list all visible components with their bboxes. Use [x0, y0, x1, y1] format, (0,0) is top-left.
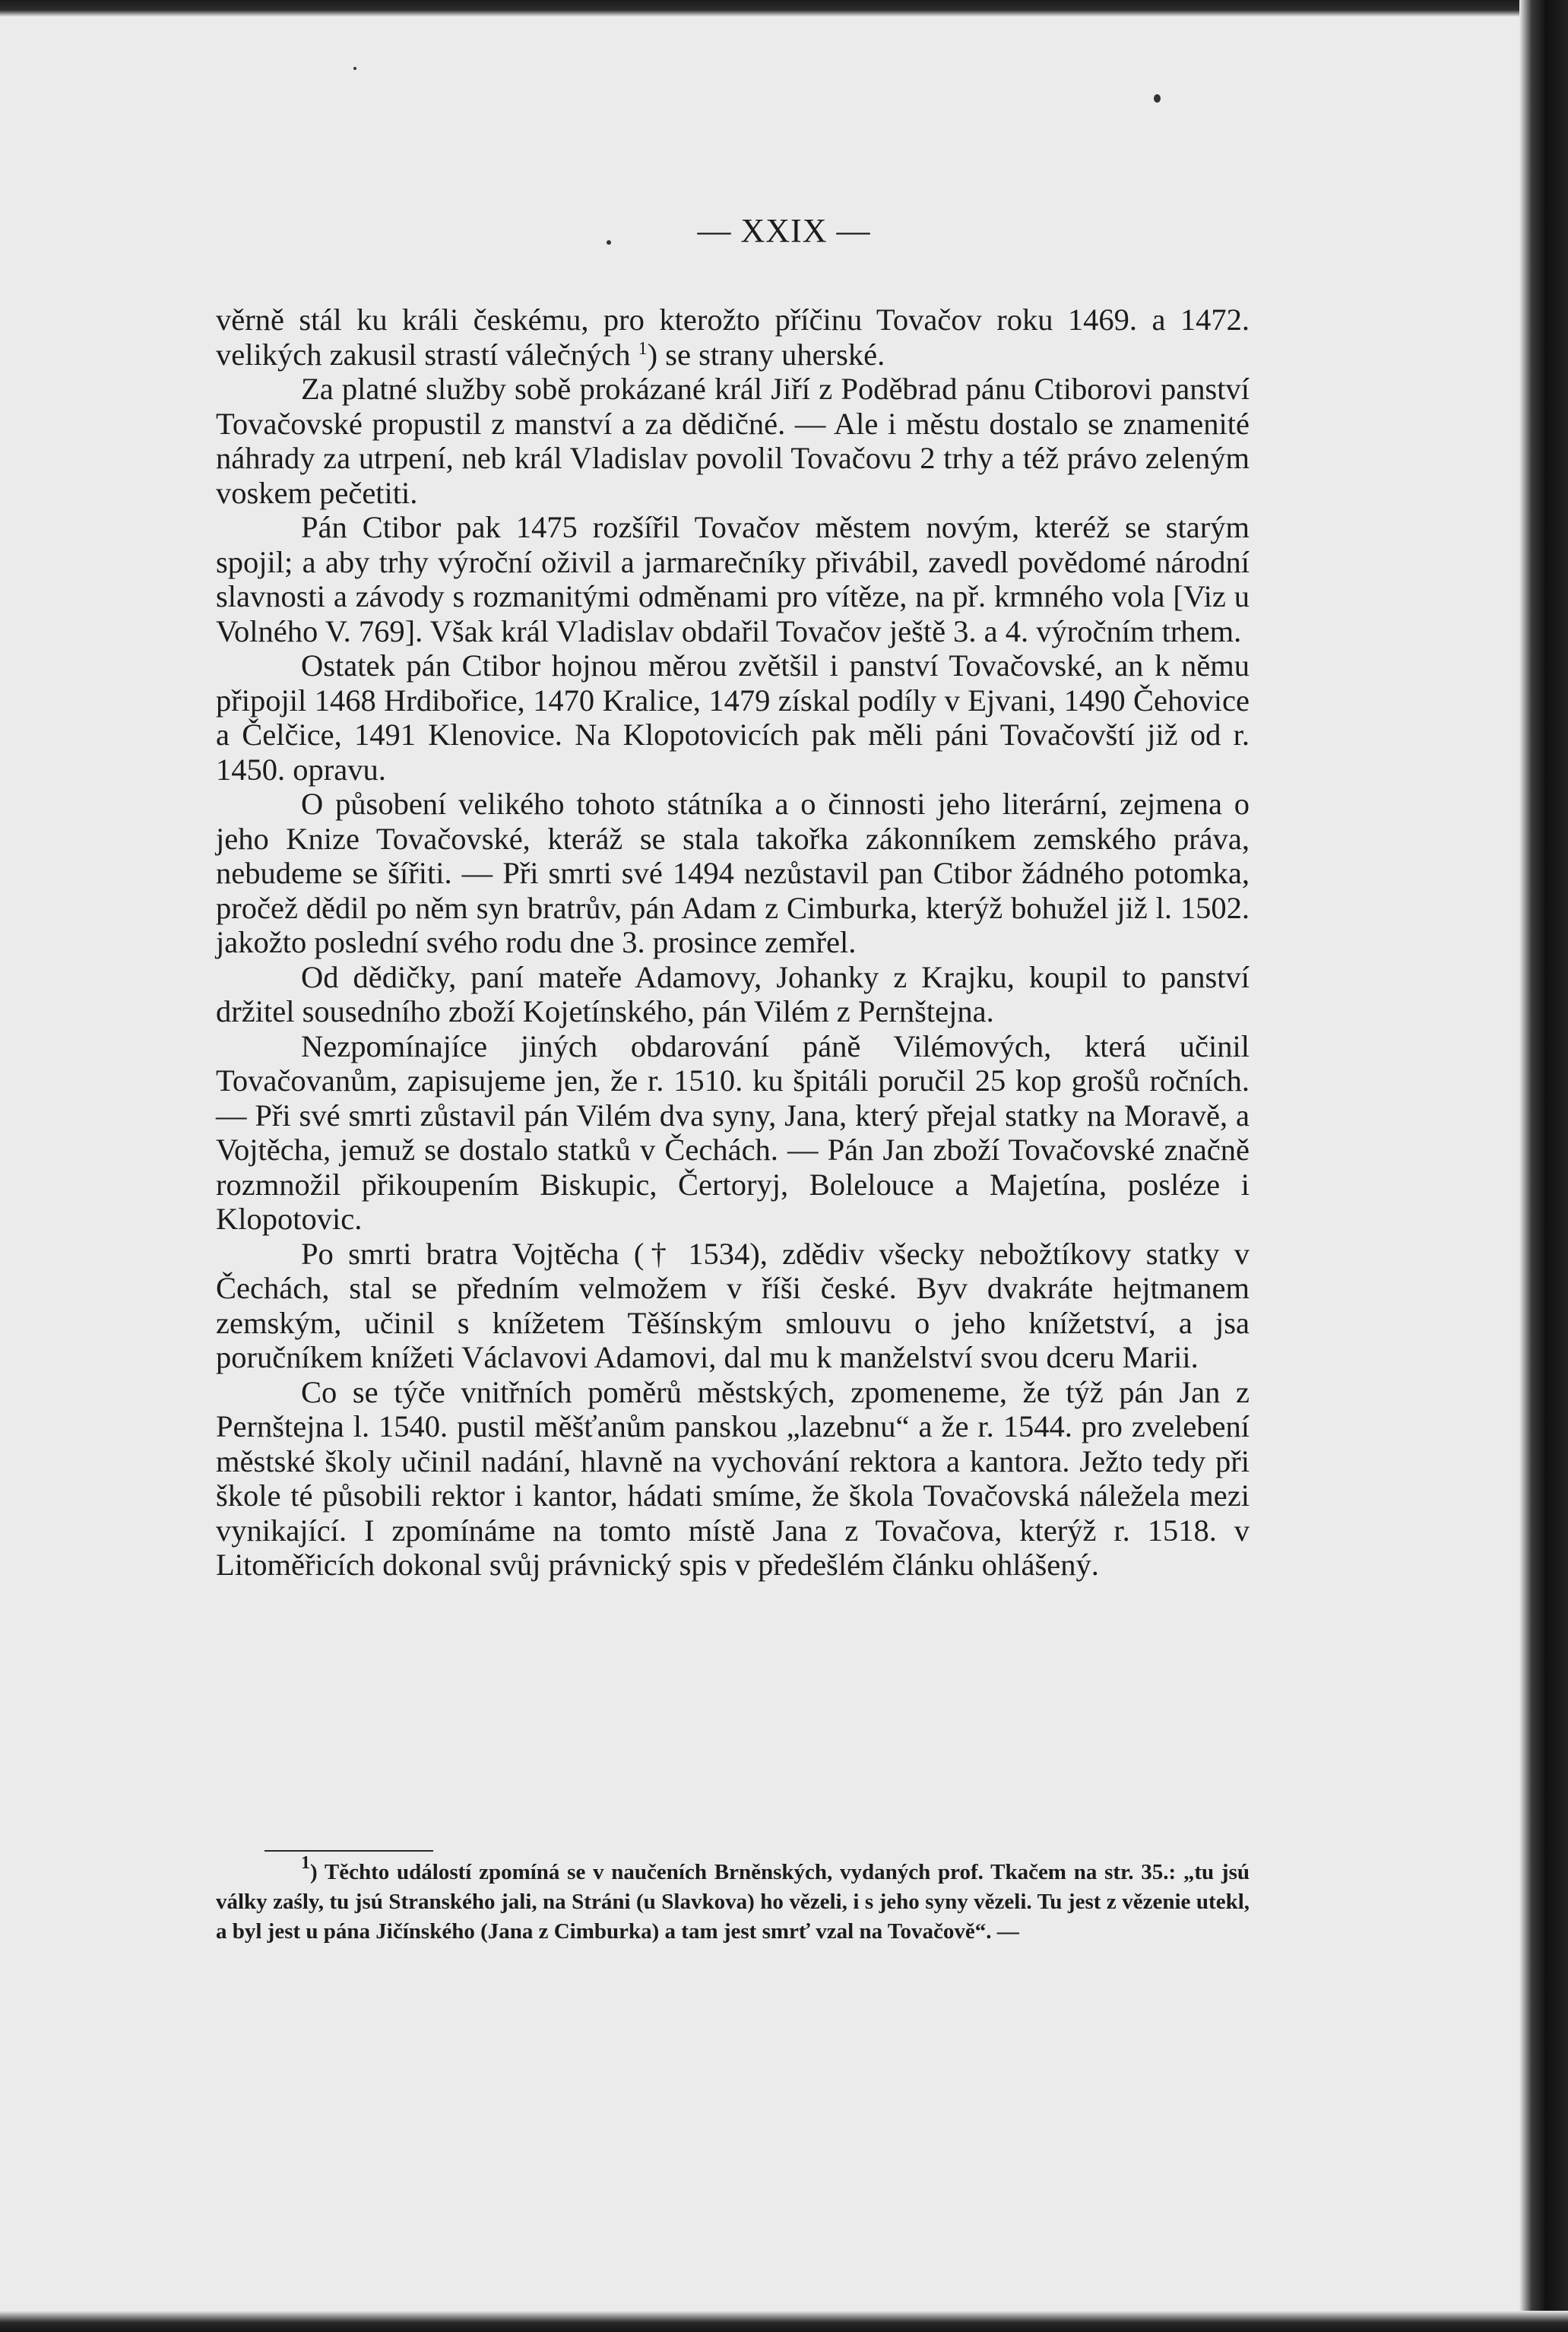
paragraph-1: věrně stál ku králi českému, pro kterožto příčinu Tovačov roku 1469. a 1472. velikých zakusil strastí válečných $^1$) se strany uherské. — [216, 303, 1250, 372]
paragraph-6: Od dědičky, paní mateře Adamovy, Johanky z Krajku, koupil to panství držitel sousedního zboží Kojetínského, pán Vilém z Pernštejna. — [216, 959, 1250, 1028]
footnote-marker: 1 — [638, 338, 648, 359]
footnote-number: 1 — [301, 1853, 310, 1873]
footnote-divider — [265, 1850, 433, 1852]
paragraph-8: Po smrti bratra Vojtěcha († 1534), zdědiv všecky nebožtíkovy statky v Čechách, stal se předním velmožem v říši české. Byv dvakráte hejtmanem zemským, učinil s knížetem Těšínským smlouvu o jeho knížetství, a jsa poručníkem knížeti Václavovi Adamovi, dal mu k manželství svou dceru Marii. — [216, 1236, 1250, 1374]
paragraph-7: Nezpomínajíce jiných obdarování páně Vilémových, která učinil Tovačovanům, zapisujeme jen, že r. 1510. ku špitáli poručil 25 kop grošů ročních. — Při své smrti zůstavil pán Vilém dva syny, Jana, který přejal statky na Moravě, a Vojtěcha, jemuž se dostalo statků v Čechách. — Pán Jan zboží Tovačovské značně rozmnožil přikoupením Biskupic, Čertoryj, Bolelouce a Majetína, posléze i Klopotovic. — [216, 1028, 1250, 1236]
page-number-header: — XXIX — — [697, 212, 871, 249]
paragraph-3: Pán Ctibor pak 1475 rozšířil Tovačov městem novým, kteréž se starým spojil; a aby trhy výroční oživil a jarmarečníky přivábil, zavedl povědomé národní slavnosti a závody s rozmanitými odměnami pro vítěze, na př. krmného vola [Viz u Volného V. 769]. Však král Vladislav obdařil Tovačov ještě 3. a 4. výročním trhem. — [216, 510, 1250, 648]
body-text — [216, 303, 1250, 1583]
paragraph-9: Co se týče vnitřních poměrů městských, zpomeneme, že týž pán Jan z Pernštejna l. 1540. pustil měšťanům panskou „lazebnu“ a že r. 1544. pro zvelebení městské školy učinil nadání, hlavně na vychování rektora a kantora. Ježto tedy při škole té působili rektor i kantor, hádati smíme, že škola Tovačovská náležela mezi vynikající. I zpomínáme na tomto místě Jana z Tovačova, kterýž r. 1518. v Litoměřicích dokonal svůj právnický spis v předešlém článku ohlášený. — [216, 1374, 1250, 1582]
dust-speck — [353, 67, 356, 70]
paragraph-5: O působení velikého tohoto státníka a o činnosti jeho literární, zejmena o jeho Knize Tovačovské, kteráž se stala takořka zákonníkem zemského práva, nebudeme se šířiti. — Při smrti své 1494 nezůstavil pan Ctibor žádného potomka, pročež dědil po něm syn bratrův, pán Adam z Cimburka, kterýž bohužel již l. 1502. jakožto poslední svého rodu dne 3. prosince zemřel. — [216, 787, 1250, 959]
paragraph-2: Za platné služby sobě prokázané král Jiří z Poděbrad pánu Ctiborovi panství Tovačovské propustil z manství a za dědičné. — Ale i městu dostalo se znamenité náhrady za utrpení, neb král Vladislav povolil Tovačovu 2 trhy a též právo zeleným voskem pečetiti. — [216, 372, 1250, 510]
scan-border-bottom — [0, 2311, 1568, 2332]
footnote-text: Těchto událostí zpomíná se v naučeních Brněnských, vydaných prof. Tkačem na str. 35.: „tu jsú války zaśly, tu jsú Stranského jali, na Stráni (u Slavkova) ho vězeli, i s jeho syny vězeli. Tu jest z vězenie utekl, a byl jest u pána Jičínského (Jana z Cimburka) a tam jest smrť vzal na Tovačově“. — — [216, 1860, 1250, 1944]
footnote: $^1$) Těchto událostí zpomíná se v naučeních Brněnských, vydaných prof. Tkačem na str. 35.: „tu jsú války zaśly, tu jsú Stranského jali, na Stráni (u Slavkova) ho vězeli, i s jeho syny vězeli. Tu jest z vězenie utekl, a byl jest u pána Jičínského (Jana z Cimburka) a tam jest smrť vzal na Tovačově“. — — [216, 1853, 1250, 1944]
scan-border-top — [0, 0, 1568, 17]
paragraph-4: Ostatek pán Ctibor hojnou měrou zvětšil i panství Tovačovské, an k němu připojil 1468 Hrdibořice, 1470 Kralice, 1479 získal podíly v Ejvani, 1490 Čehovice a Čelčice, 1491 Klenovice. Na Klopotovicích pak měli páni Tovačovští již od r. 1450. opravu. — [216, 648, 1250, 787]
scan-border-right — [1519, 0, 1568, 2332]
dust-speck — [1154, 94, 1161, 103]
